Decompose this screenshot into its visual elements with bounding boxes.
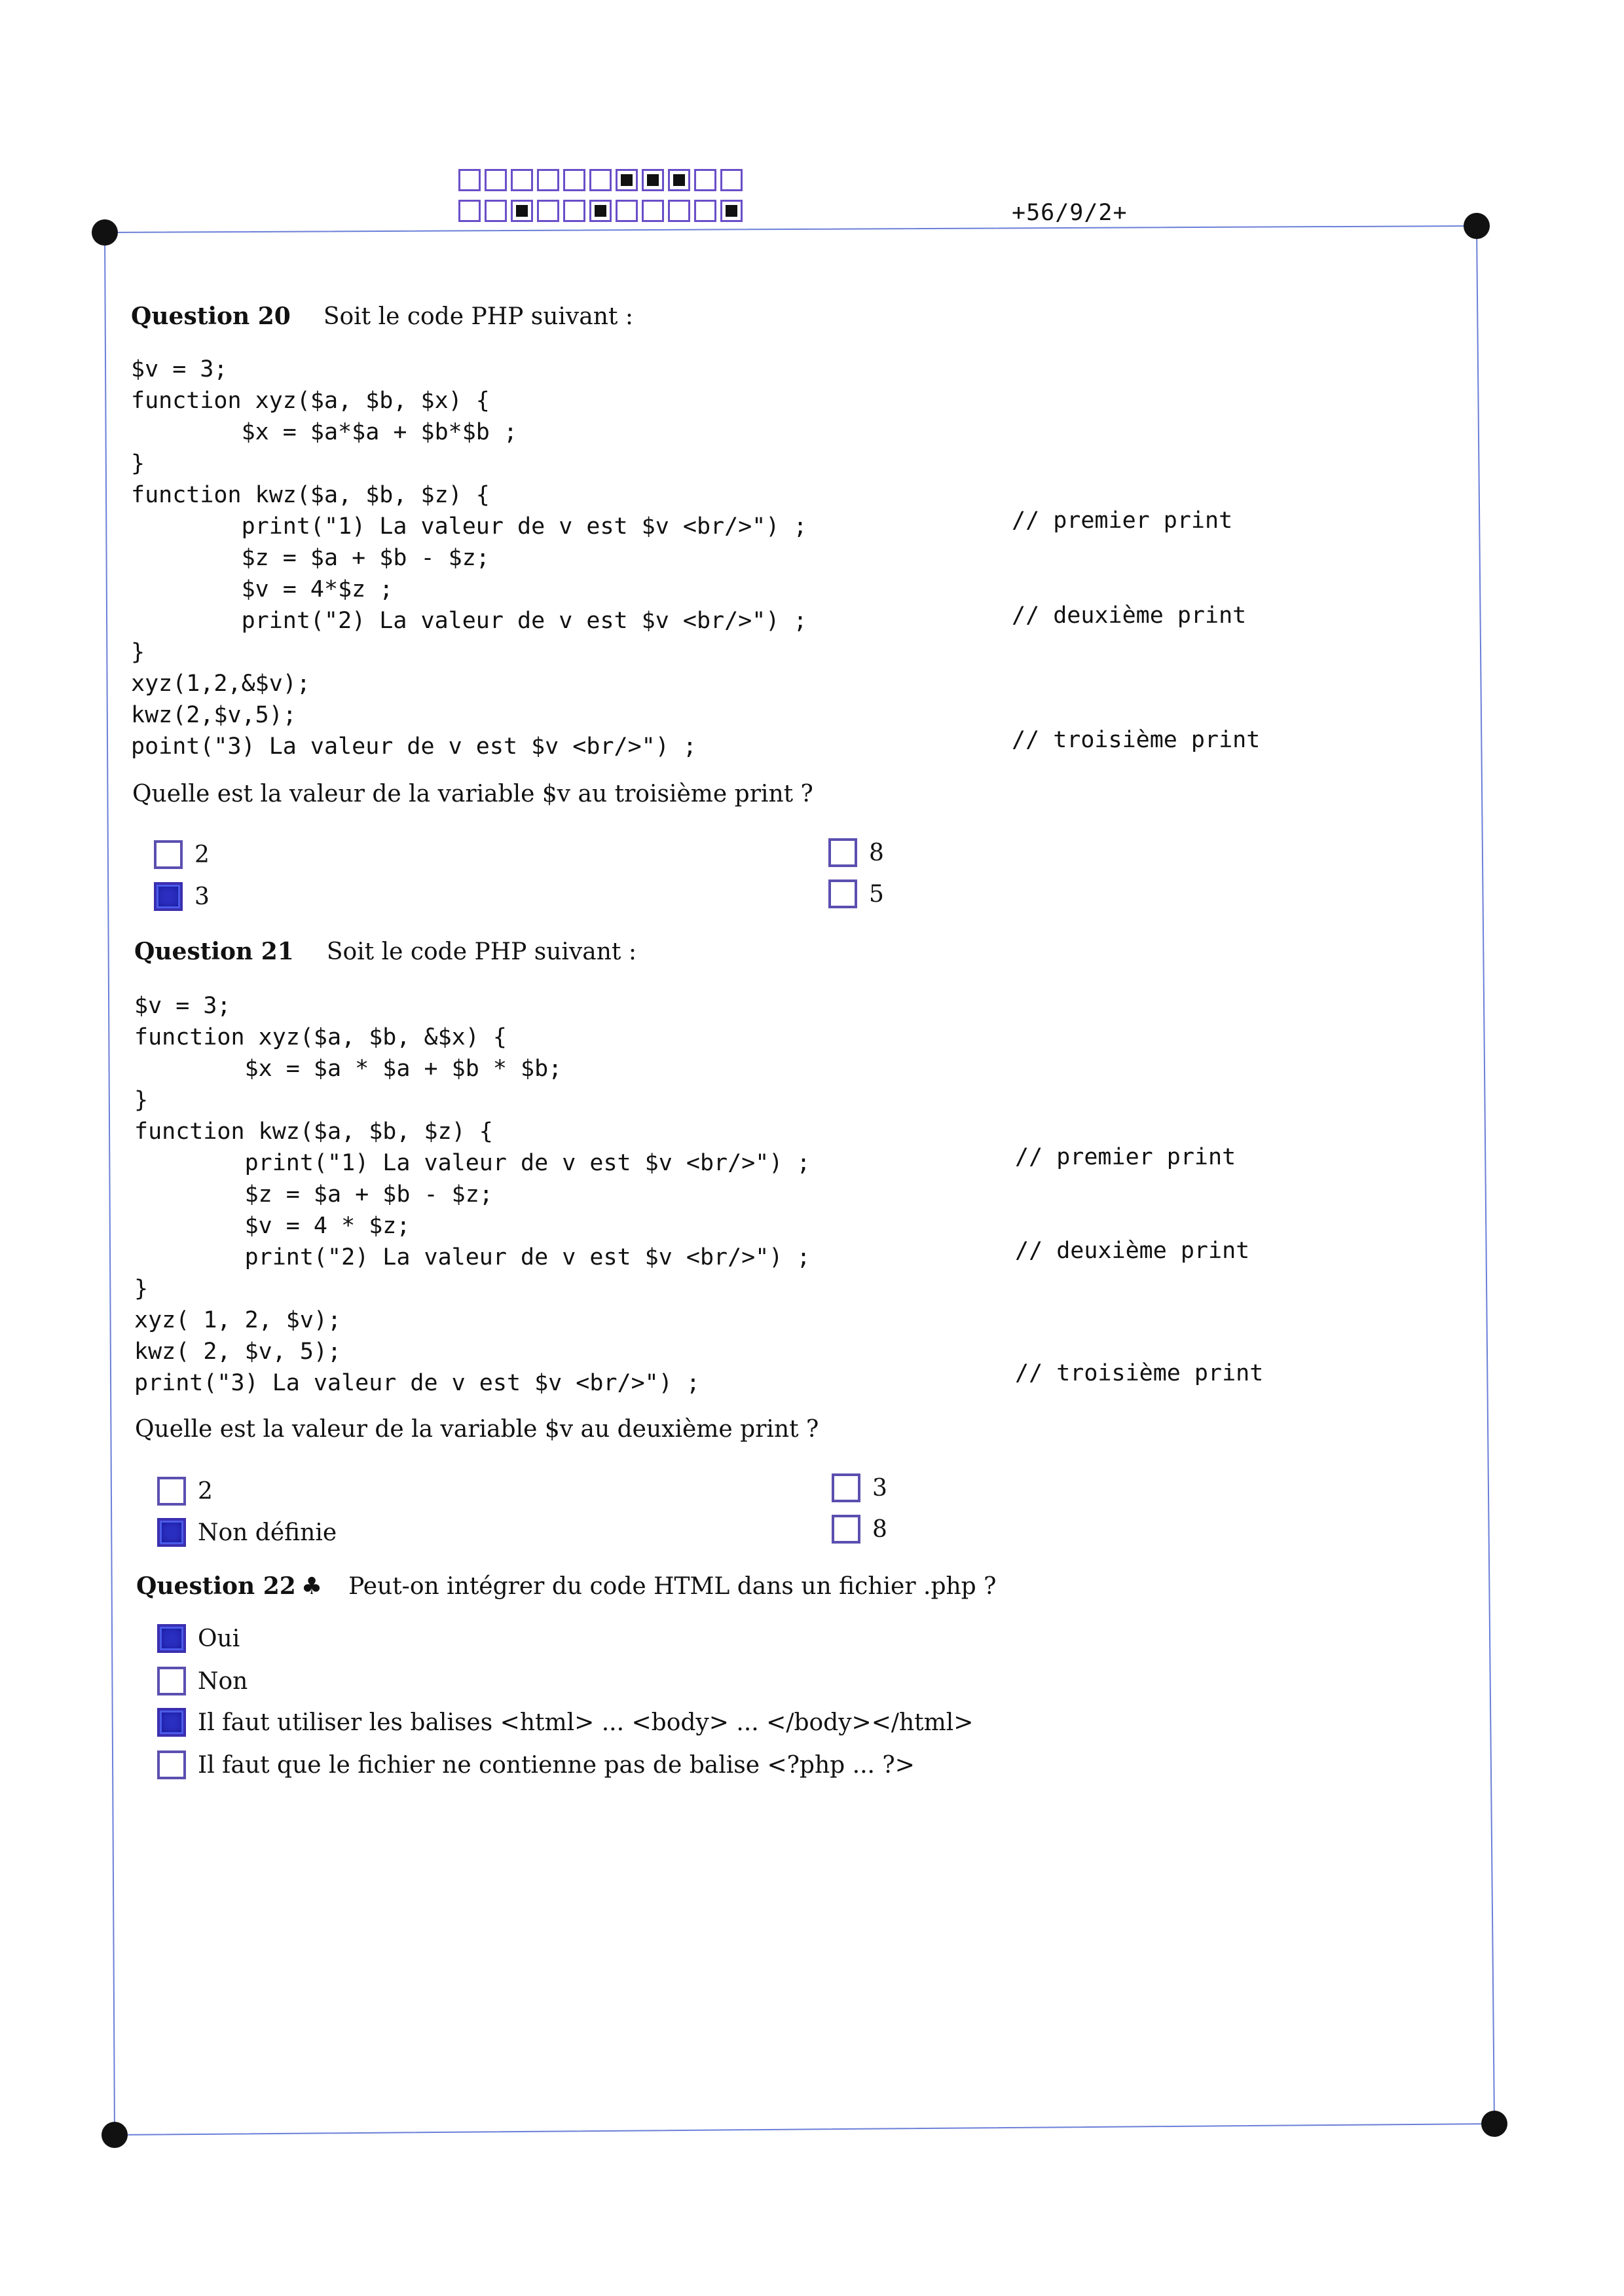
checkbox-checked[interactable] [157, 1708, 186, 1737]
code-box [668, 200, 690, 222]
code-box [485, 169, 507, 191]
question-22-title [136, 1572, 996, 1600]
option-label: 5 [869, 880, 884, 908]
question-20-title [131, 303, 633, 330]
question-20-prompt: Quelle est la valeur de la variable $v au troisième print ? [132, 781, 813, 807]
checkbox[interactable] [157, 1477, 186, 1506]
option-label: Il faut que le fichier ne contienne pas de balise <?php ... ?> [198, 1751, 915, 1779]
code-box [720, 200, 743, 222]
corner-mark-top-right [1464, 213, 1490, 239]
code-box-row-1 [458, 169, 747, 191]
q22-option-non[interactable] [157, 1667, 248, 1695]
comment-troisieme-print: // troisième print [1012, 727, 1261, 753]
checkbox[interactable] [154, 840, 183, 869]
code-box [694, 200, 716, 222]
code-box [485, 200, 507, 222]
code-box [563, 200, 585, 222]
question-21-title [134, 938, 637, 965]
q21-option-8[interactable] [832, 1515, 887, 1544]
checkbox[interactable] [828, 838, 857, 867]
option-label: Non [198, 1667, 248, 1695]
code-box [458, 169, 481, 191]
option-label: 3 [194, 883, 210, 910]
q22-option-balises-html[interactable] [157, 1708, 973, 1737]
code-box [537, 169, 559, 191]
code-box [616, 169, 638, 191]
code-box-row-2 [458, 200, 747, 222]
question-number: Question 22 [136, 1572, 296, 1600]
code-box [511, 169, 533, 191]
option-label: Il faut utiliser les balises <html> ... <body> ... </body></html> [198, 1709, 974, 1736]
code-box [720, 169, 743, 191]
code-box [694, 169, 716, 191]
question-number: Question 21 [134, 938, 294, 965]
comment-premier-print: // premier print [1015, 1144, 1236, 1170]
option-label: 2 [198, 1477, 213, 1505]
code-box [537, 200, 559, 222]
comment-troisieme-print: // troisième print [1015, 1360, 1264, 1386]
q21-option-3[interactable] [832, 1473, 887, 1502]
option-label: 8 [869, 839, 884, 866]
php-code-block-q21: $v = 3; function xyz($a, $b, &$x) { $x = $a * $a + $b * $b; } function kwz($a, $b, $z) { print("1) La valeur de v est $v <br/>") ; $z = $a + $b - $z; $v = 4 * $z; print("2) La valeur de v est $v <br/>") ; } xyz( 1, 2, $v); kwz( 2, $v, 5); print("3) La valeur de v est $v <br/>") ; [134, 993, 811, 1396]
q20-option-3[interactable] [154, 882, 210, 911]
option-label: Oui [198, 1625, 240, 1652]
page-id-code: +56/9/2+ [1012, 200, 1128, 226]
q21-option-non-definie[interactable] [157, 1518, 337, 1547]
option-label: Non définie [198, 1519, 337, 1546]
question-21-prompt: Quelle est la valeur de la variable $v au deuxième print ? [135, 1416, 819, 1443]
question-number: Question 20 [131, 303, 291, 330]
code-box [616, 200, 638, 222]
corner-mark-top-left [92, 219, 118, 246]
option-label: 8 [872, 1515, 887, 1543]
question-intro: Soit le code PHP suivant : [326, 938, 637, 965]
checkbox[interactable] [832, 1515, 860, 1544]
code-box [642, 169, 664, 191]
checkbox-checked[interactable] [157, 1518, 186, 1547]
question-intro: Soit le code PHP suivant : [323, 303, 633, 330]
q20-option-5[interactable] [828, 880, 884, 908]
q20-option-8[interactable] [828, 838, 884, 867]
q22-option-oui[interactable] [157, 1624, 240, 1653]
comment-premier-print: // premier print [1012, 508, 1233, 534]
corner-mark-bottom-right [1481, 2111, 1507, 2137]
checkbox[interactable] [157, 1667, 186, 1695]
club-icon: ♣ [301, 1573, 323, 1600]
checkbox[interactable] [157, 1750, 186, 1779]
q20-option-2[interactable] [154, 840, 210, 869]
code-box [589, 200, 612, 222]
option-label: 3 [872, 1474, 887, 1502]
checkbox-checked[interactable] [154, 882, 183, 911]
comment-deuxieme-print: // deuxième print [1015, 1238, 1250, 1264]
corner-mark-bottom-left [101, 2122, 128, 2148]
php-code-block-q20: $v = 3; function xyz($a, $b, $x) { $x = $a*$a + $b*$b ; } function kwz($a, $b, $z) { print("1) La valeur de v est $v <br/>") ; $z = $a + $b - $z; $v = 4*$z ; print("2) La valeur de v est $v <br/>") ; } xyz(1,2,&$v); kwz(2,$v,5); point("3) La valeur de v est $v <br/>") ; [131, 356, 807, 760]
q22-option-pas-de-balise-php[interactable] [157, 1750, 915, 1779]
code-box [458, 200, 481, 222]
code-box [511, 200, 533, 222]
code-box [589, 169, 612, 191]
option-label: 2 [194, 841, 210, 868]
checkbox[interactable] [828, 880, 857, 908]
code-box [563, 169, 585, 191]
question-intro: Peut-on intégrer du code HTML dans un fichier .php ? [348, 1573, 997, 1600]
code-box [642, 200, 664, 222]
checkbox[interactable] [832, 1473, 860, 1502]
q21-option-2[interactable] [157, 1477, 213, 1506]
checkbox-checked[interactable] [157, 1624, 186, 1653]
code-box [668, 169, 690, 191]
comment-deuxieme-print: // deuxième print [1012, 602, 1247, 629]
